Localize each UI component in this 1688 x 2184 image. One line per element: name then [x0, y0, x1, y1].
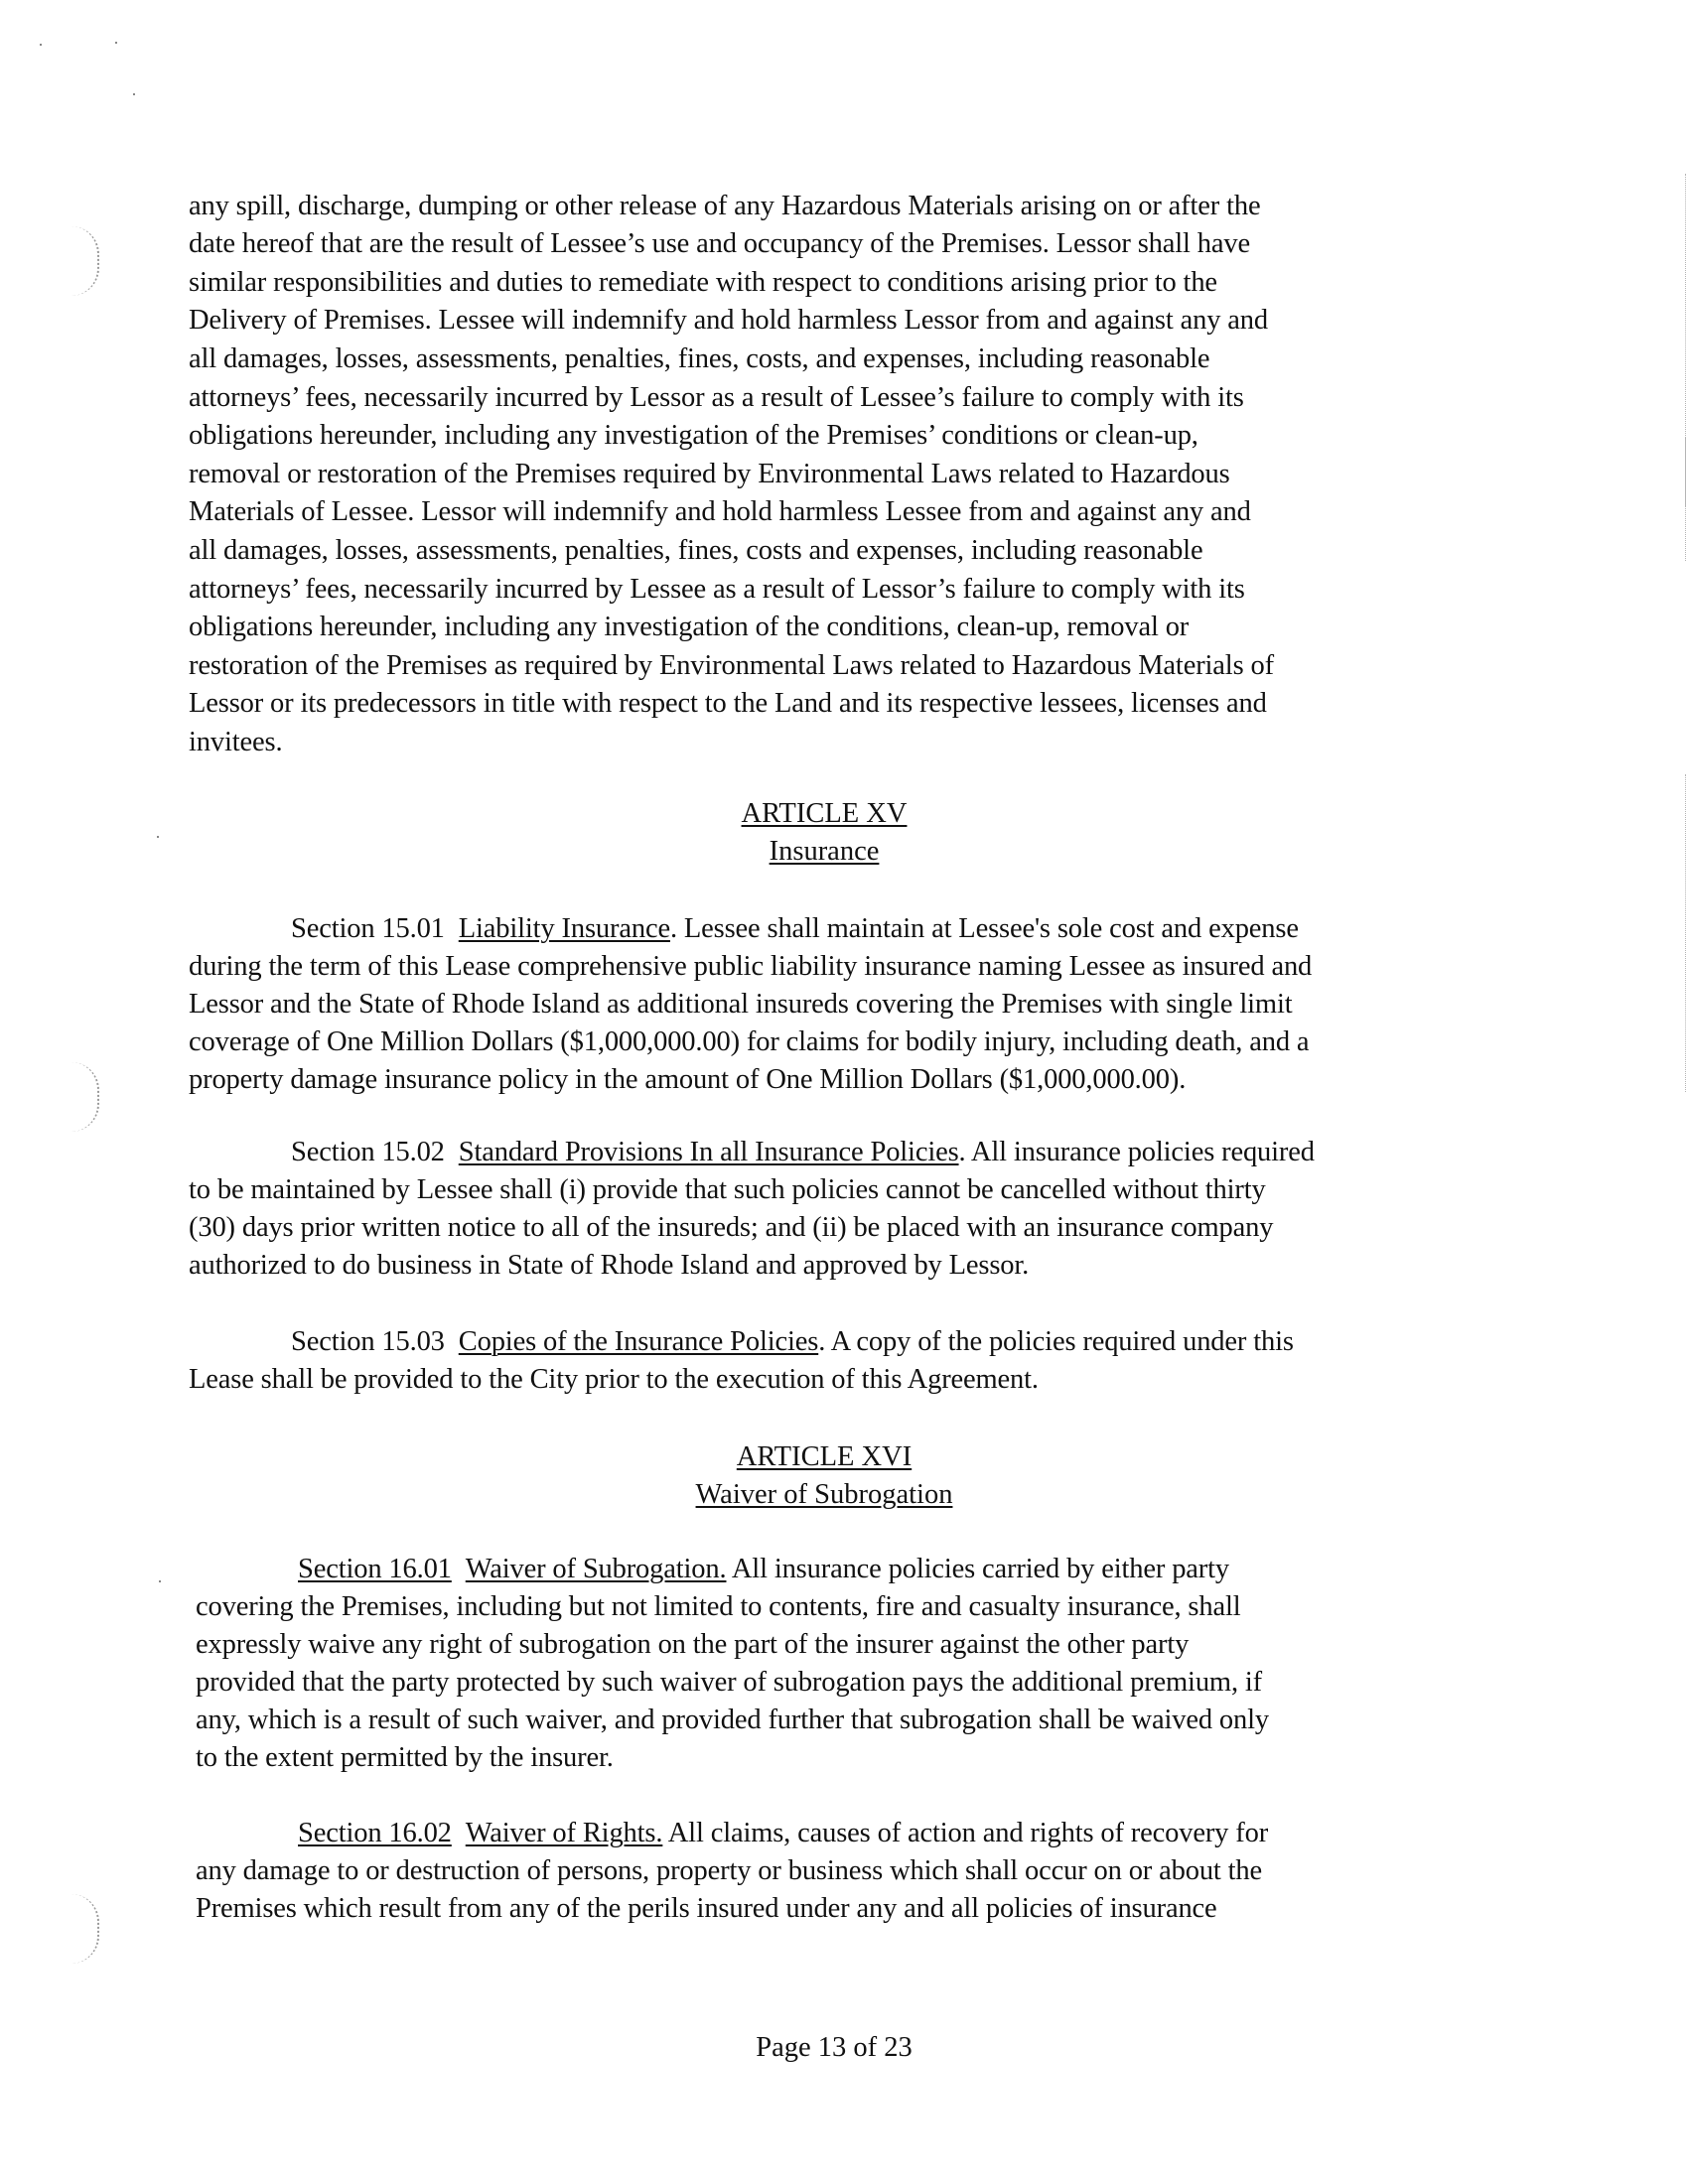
paragraph-line: any spill, discharge, dumping or other release of any Hazardous Materials arising on or after the [189, 191, 1261, 221]
section-first-line [189, 1136, 1315, 1169]
paragraph-line: (30) days prior written notice to all of the insureds; and (ii) be placed with an insurance company [189, 1212, 1274, 1243]
section-number: Section 16.01 [298, 1554, 452, 1584]
section-text: . All insurance policies required [958, 1137, 1315, 1167]
section-title: Liability Insurance [458, 913, 670, 944]
paragraph-line: covering the Premises, including but not limited to contents, fire and casualty insurance, shall [196, 1591, 1241, 1622]
scan-speck [159, 1580, 161, 1582]
paragraph-line: property damage insurance policy in the amount of One Million Dollars ($1,000,000.00). [189, 1064, 1187, 1095]
section-number: Section 15.02 [291, 1137, 445, 1167]
section-first-line [189, 912, 1299, 946]
paragraph-line: any, which is a result of such waiver, and provided further that subrogation shall be waived only [196, 1705, 1270, 1735]
paragraph-line: Lease shall be provided to the City prior to the execution of this Agreement. [189, 1364, 1039, 1395]
paragraph-line: to be maintained by Lessee shall (i) provide that such policies cannot be cancelled without thirty [189, 1174, 1266, 1205]
page-number-footer: Page 13 of 23 [756, 2032, 913, 2063]
section-text: All insurance policies carried by either party [726, 1554, 1230, 1584]
paragraph-line: provided that the party protected by such waiver of subrogation pays the additional premium, if [196, 1667, 1262, 1698]
article-heading [0, 1440, 1648, 1474]
article-number: ARTICLE XVI [736, 1441, 913, 1472]
paragraph-line: Lessor and the State of Rhode Island as additional insureds covering the Premises with single limit [189, 989, 1293, 1020]
paragraph-line: all damages, losses, assessments, penalties, fines, costs and expenses, including reasonable [189, 535, 1203, 566]
paragraph-line: during the term of this Lease comprehensive public liability insurance naming Lessee as insured and [189, 951, 1313, 982]
paragraph-line: obligations hereunder, including any investigation of the conditions, clean-up, removal or [189, 612, 1190, 642]
paragraph-line: invitees. [189, 727, 283, 757]
paragraph-line: all damages, losses, assessments, penalties, fines, costs, and expenses, including reasonable [189, 343, 1210, 374]
paragraph-line: similar responsibilities and duties to remediate with respect to conditions arising prior to the [189, 267, 1217, 298]
section-text: All claims, causes of action and rights of recovery for [662, 1818, 1269, 1848]
paragraph-line: Materials of Lessee. Lessor will indemnify and hold harmless Lessee from and against any and [189, 496, 1251, 527]
article-heading [0, 797, 1648, 831]
paragraph-line: coverage of One Million Dollars ($1,000,000.00) for claims for bodily injury, including death, and a [189, 1026, 1310, 1057]
paragraph-line: Delivery of Premises. Lessee will indemnify and hold harmless Lessor from and against any and [189, 305, 1268, 336]
paragraph-line: obligations hereunder, including any investigation of the Premises’ conditions or clean-up, [189, 420, 1198, 451]
section-first-line [189, 1325, 1294, 1359]
article-title [0, 1478, 1648, 1512]
paragraph-line: expressly waive any right of subrogation on the part of the insurer against the other party [196, 1629, 1190, 1660]
section-first-line [196, 1553, 1229, 1586]
paragraph-line: any damage to or destruction of persons, property or business which shall occur on or about the [196, 1855, 1263, 1886]
section-first-line [196, 1817, 1268, 1850]
hole-punch-mark [71, 1062, 99, 1132]
scan-edge-line [1685, 774, 1687, 1092]
paragraph-line: date hereof that are the result of Lessee’s use and occupancy of the Premises. Lessor shall have [189, 228, 1250, 259]
paragraph-line: authorized to do business in State of Rhode Island and approved by Lessor. [189, 1250, 1030, 1281]
section-number: Section 15.01 [291, 913, 445, 944]
hole-punch-mark [71, 226, 99, 296]
section-number: Section 15.03 [291, 1326, 445, 1357]
section-number: Section 16.02 [298, 1818, 452, 1848]
article-title-text: Insurance [769, 836, 880, 867]
article-title [0, 835, 1648, 869]
section-title: Waiver of Rights. [465, 1818, 663, 1848]
section-text: . A copy of the policies required under this [818, 1326, 1294, 1357]
paragraph-line: to the extent permitted by the insurer. [196, 1742, 614, 1773]
scan-speck [40, 44, 42, 46]
paragraph-line: Premises which result from any of the perils insured under any and all policies of insurance [196, 1893, 1217, 1924]
article-title-text: Waiver of Subrogation [695, 1479, 953, 1510]
paragraph-line: removal or restoration of the Premises required by Environmental Laws related to Hazardous [189, 459, 1230, 489]
section-title: Copies of the Insurance Policies [458, 1326, 819, 1357]
article-number: ARTICLE XV [741, 798, 908, 829]
paragraph-line: restoration of the Premises as required by Environmental Laws related to Hazardous Materials of [189, 650, 1274, 681]
scan-speck [115, 42, 117, 44]
section-title: Standard Provisions In all Insurance Policies [458, 1137, 959, 1167]
paragraph-line: Lessor or its predecessors in title with respect to the Land and its respective lessees, licenses and [189, 688, 1267, 719]
paragraph-line: attorneys’ fees, necessarily incurred by Lessee as a result of Lessor’s failure to comply with its [189, 574, 1245, 605]
scan-edge-line [1685, 437, 1687, 506]
scan-speck [133, 93, 135, 95]
section-title: Waiver of Subrogation. [465, 1554, 727, 1584]
hole-punch-mark [71, 1894, 99, 1964]
paragraph-line: attorneys’ fees, necessarily incurred by Lessor as a result of Lessee’s failure to comply with its [189, 382, 1244, 413]
section-text: . Lessee shall maintain at Lessee's sole cost and expense [669, 913, 1299, 944]
